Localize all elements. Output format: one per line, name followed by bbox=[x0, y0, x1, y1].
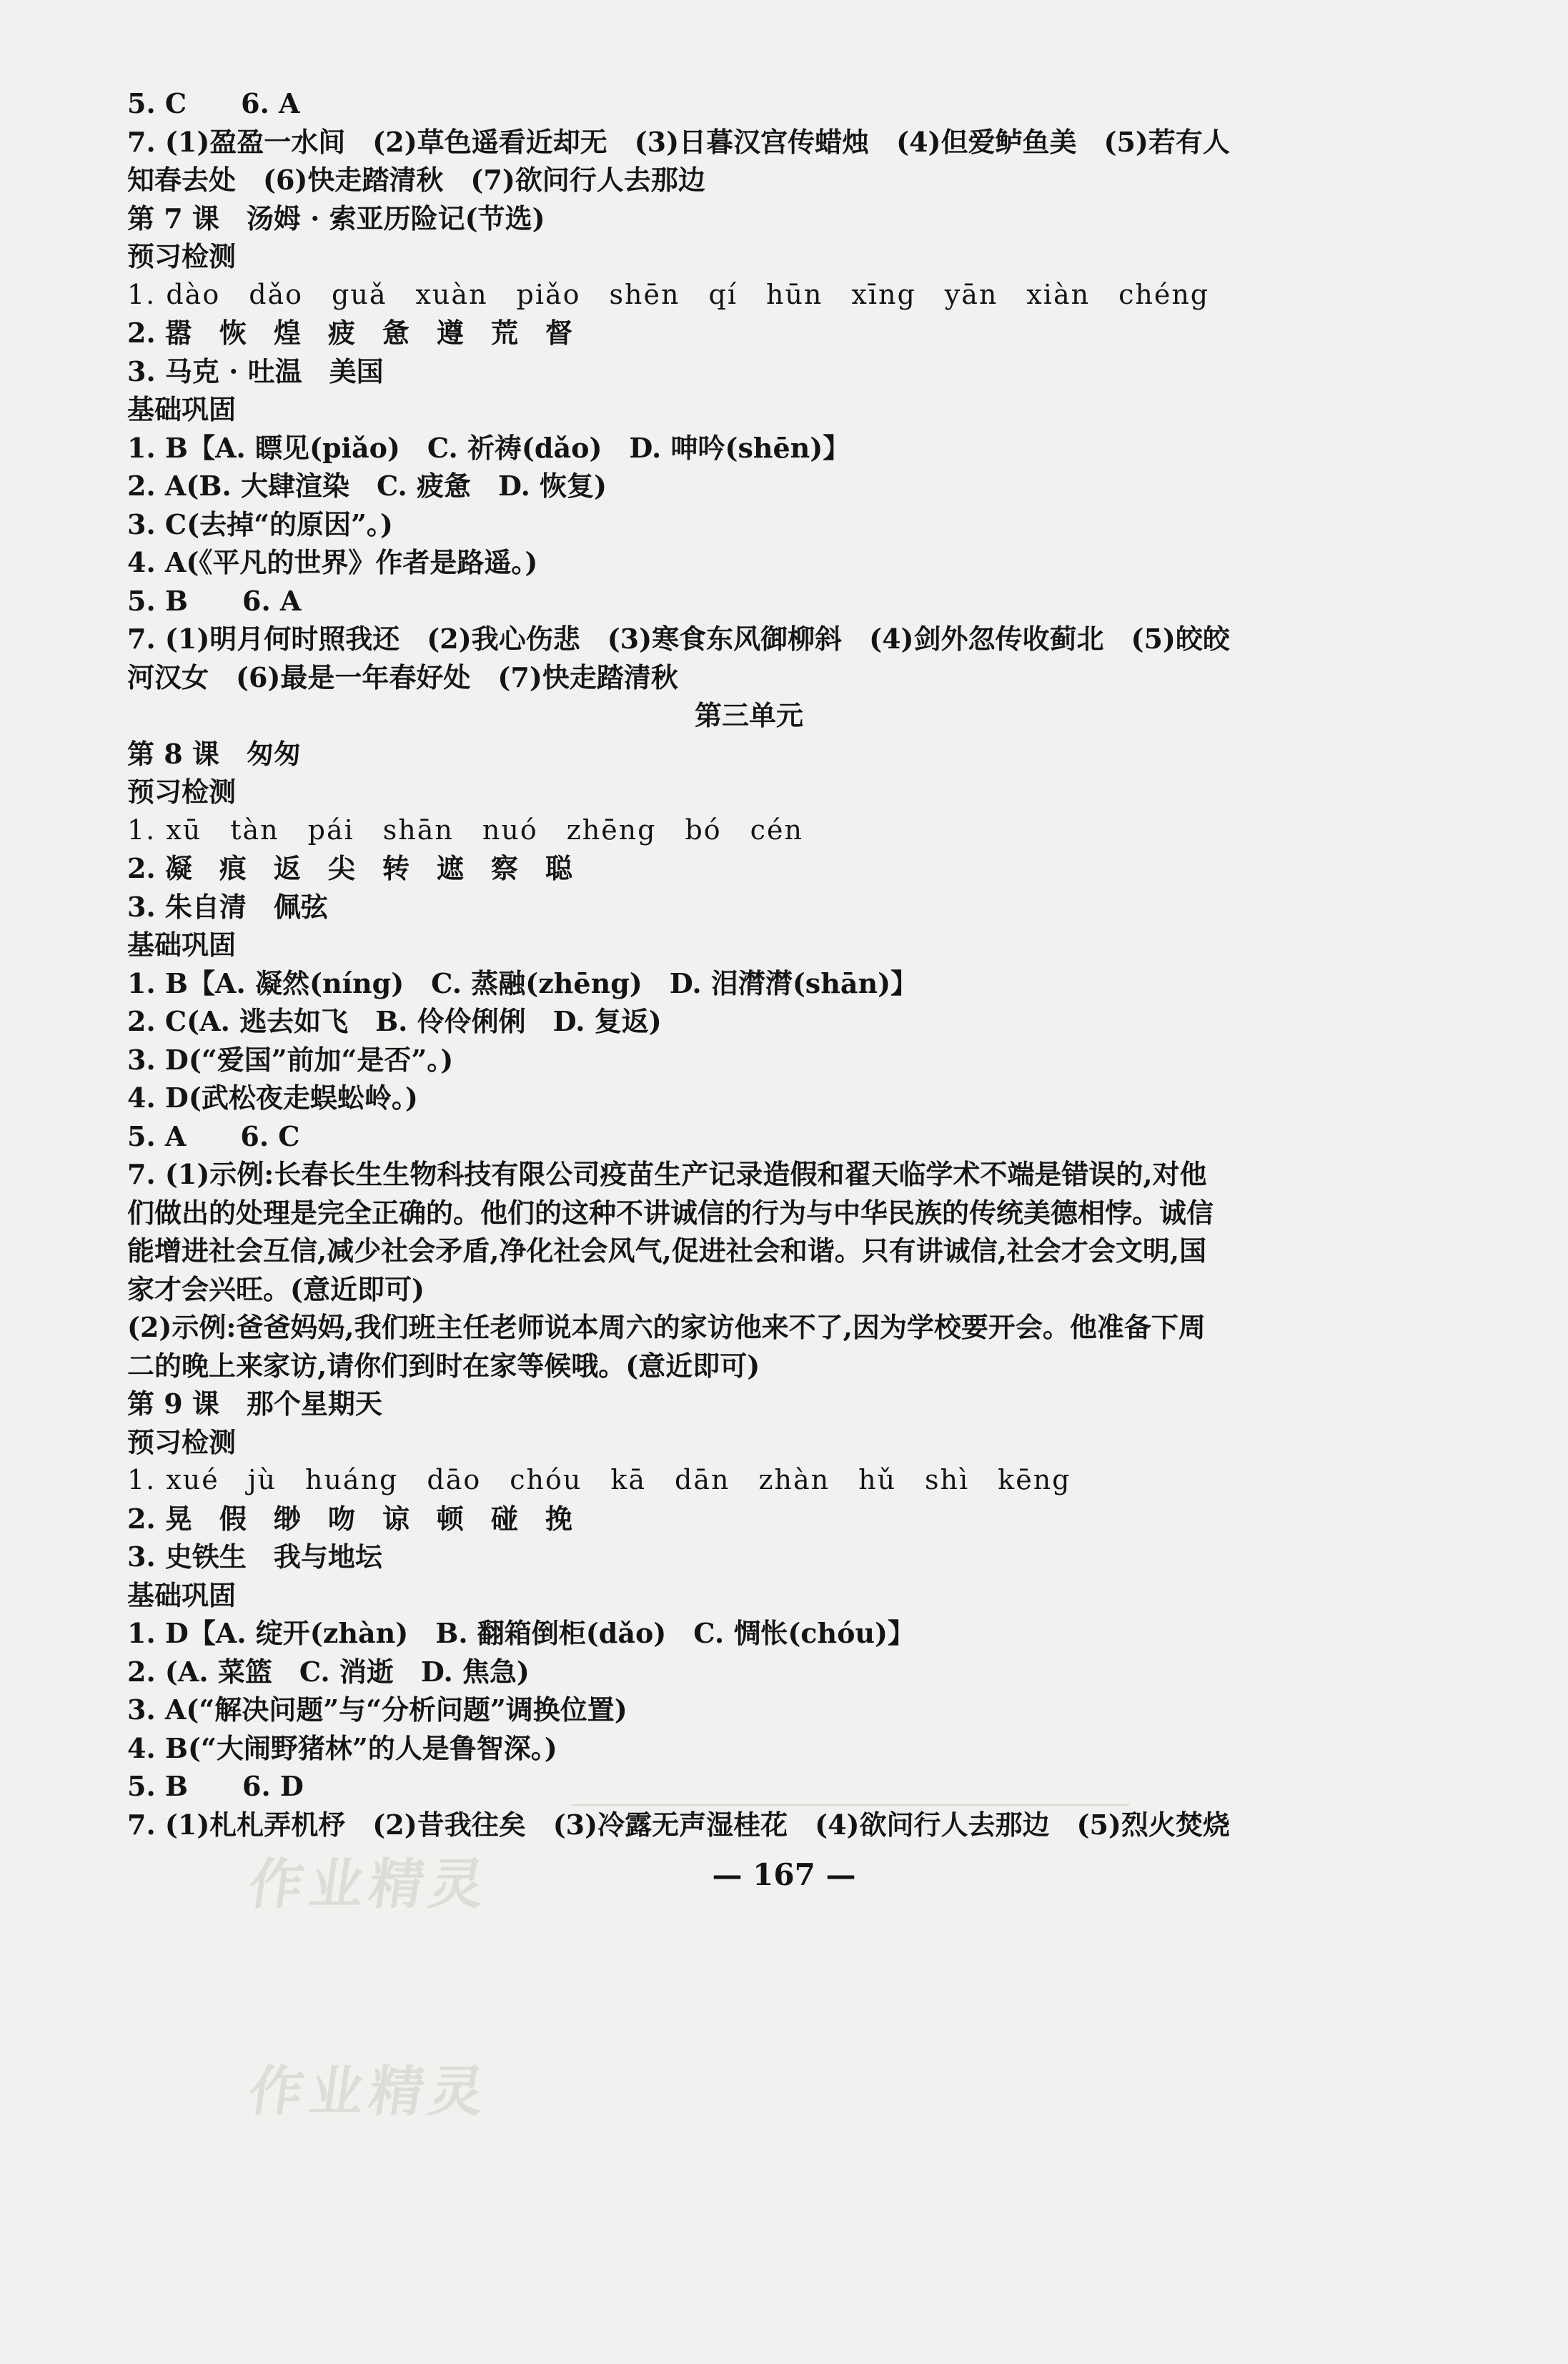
section-heading: 基础巩固 bbox=[127, 393, 237, 425]
watermark: 作业精灵 bbox=[244, 1852, 495, 1916]
text-line: 4. A(《平凡的世界》作者是路遥。) bbox=[127, 546, 538, 578]
text-line: 1. D【A. 绽开(zhàn) B. 翻箱倒柜(dǎo) C. 惆怅(chóu)】 bbox=[127, 1617, 916, 1649]
text-line: 二的晚上来家访,请你们到时在家等候哦。(意近即可) bbox=[127, 1349, 760, 1382]
text-line: 家才会兴旺。(意近即可) bbox=[127, 1272, 425, 1305]
lesson-heading: 第 9 课 那个星期天 bbox=[127, 1388, 382, 1420]
text-line: 7. (1)盈盈一水间 (2)草色遥看近却无 (3)日暮汉宫传蜡烛 (4)但爱鲈鱼美 (5)若有人 bbox=[127, 125, 1230, 158]
text-line: 5. A 6. C bbox=[127, 1119, 300, 1152]
divider-line bbox=[572, 1804, 1129, 1806]
text-line: (2)示例:爸爸妈妈,我们班主任老师说本周六的家访他来不了,因为学校要开会。他准备下周 bbox=[127, 1311, 1206, 1343]
section-heading: 基础巩固 bbox=[127, 929, 237, 961]
text-line: 2. A(B. 大肆渲染 C. 疲惫 D. 恢复) bbox=[127, 470, 607, 502]
text-line: 4. D(武松夜走蜈蚣岭。) bbox=[127, 1082, 418, 1114]
text-line: 7. (1)明月何时照我还 (2)我心伤悲 (3)寒食东风御柳斜 (4)剑外忽传收蓟北 (5)皎皎 bbox=[127, 623, 1230, 655]
watermark: 作业精灵 bbox=[244, 2059, 495, 2123]
text-line: 3. 马克 · 吐温 美国 bbox=[127, 355, 384, 387]
text-line: 们做出的处理是完全正确的。他们的这种不讲诚信的行为与中华民族的传统美德相悖。诚信 bbox=[127, 1196, 1214, 1229]
text-line: 3. C(去掉“的原因”。) bbox=[127, 508, 393, 540]
text-line: 2. 凝 痕 返 尖 转 遮 察 聪 bbox=[127, 852, 572, 884]
page-number: — 167 — bbox=[712, 1857, 856, 1892]
text-line: 知春去处 (6)快走踏清秋 (7)欲问行人去那边 bbox=[127, 164, 705, 196]
text-line: 5. B 6. D bbox=[127, 1770, 304, 1802]
section-heading: 预习检测 bbox=[127, 776, 237, 808]
text-line: 4. B(“大闹野猪林”的人是鲁智深。) bbox=[127, 1731, 557, 1764]
text-line: 7. (1)札札弄机杼 (2)昔我往矣 (3)冷露无声湿桂花 (4)欲问行人去那边 (5)烈火焚烧 bbox=[127, 1808, 1230, 1841]
pinyin-line: 1. xué jù huáng dāo chóu kā dān zhàn hǔ shì kēng bbox=[127, 1464, 1071, 1495]
text-line: 2. 晃 假 缈 吻 谅 顿 碰 挽 bbox=[127, 1502, 572, 1535]
text-line: 能增进社会互信,减少社会矛盾,净化社会风气,促进社会和谐。只有讲诚信,社会才会文明,国 bbox=[127, 1235, 1207, 1267]
section-heading: 预习检测 bbox=[127, 240, 237, 272]
text-line: 1. B【A. 瞟见(piǎo) C. 祈祷(dǎo) D. 呻吟(shēn)】 bbox=[127, 431, 850, 464]
unit-heading: 第三单元 bbox=[694, 699, 803, 731]
lesson-heading: 第 7 课 汤姆 · 索亚历险记(节选) bbox=[127, 202, 545, 234]
text-line: 3. D(“爱国”前加“是否”。) bbox=[127, 1043, 454, 1076]
text-line: 7. (1)示例:长春长生生物科技有限公司疫苗生产记录造假和翟天临学术不端是错误的,对他 bbox=[127, 1158, 1207, 1190]
section-heading: 预习检测 bbox=[127, 1425, 237, 1458]
text-line: 3. 史铁生 我与地坛 bbox=[127, 1540, 382, 1573]
pinyin-line: 1. dào dǎo guǎ xuàn piǎo shēn qí hūn xīng yān xiàn chéng bbox=[127, 278, 1210, 310]
text-line: 2. (A. 菜篮 C. 消逝 D. 焦急) bbox=[127, 1655, 530, 1688]
text-line: 2. 嚣 恢 煌 疲 惫 遵 荒 督 bbox=[127, 317, 572, 349]
text-line: 5. C 6. A bbox=[127, 87, 300, 119]
answer-text-block bbox=[127, 84, 1371, 1844]
text-line: 2. C(A. 逃去如飞 B. 伶伶俐俐 D. 复返) bbox=[127, 1005, 662, 1037]
text-line: 3. A(“解决问题”与“分析问题”调换位置) bbox=[127, 1693, 627, 1726]
pinyin-line: 1. xū tàn pái shān nuó zhēng bó cén bbox=[127, 813, 803, 846]
text-line: 1. B【A. 凝然(níng) C. 蒸融(zhēng) D. 泪潸潸(shān)】 bbox=[127, 966, 918, 999]
text-line: 3. 朱自清 佩弦 bbox=[127, 890, 328, 923]
lesson-heading: 第 8 课 匆匆 bbox=[127, 737, 301, 770]
section-heading: 基础巩固 bbox=[127, 1578, 237, 1611]
text-line: 河汉女 (6)最是一年春好处 (7)快走踏清秋 bbox=[127, 661, 678, 693]
text-line: 5. B 6. A bbox=[127, 584, 302, 617]
